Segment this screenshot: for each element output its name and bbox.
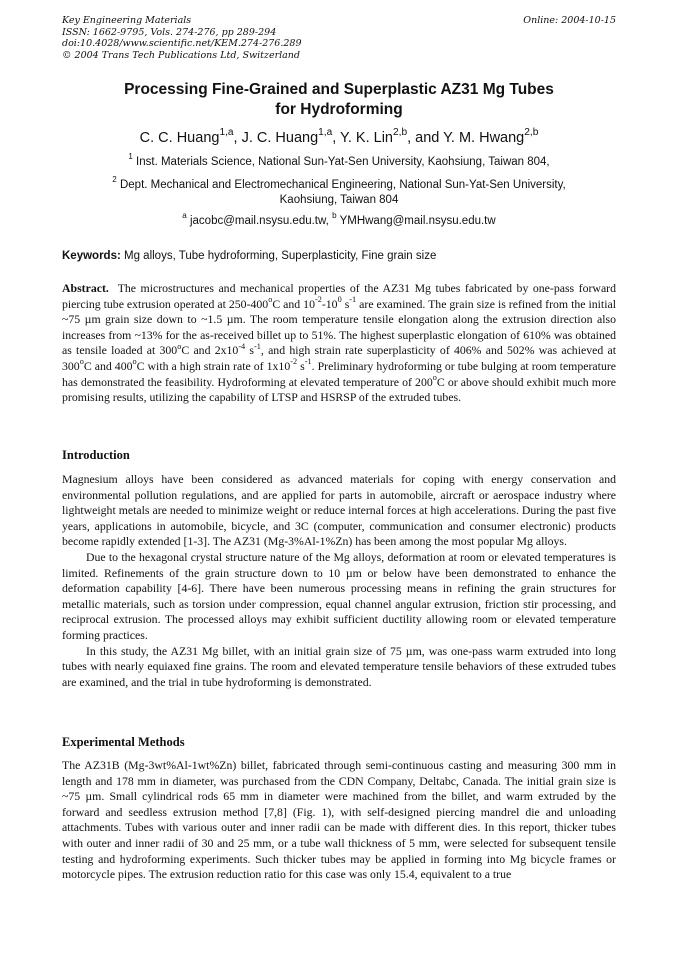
abstract-text: C and 10 xyxy=(272,296,315,311)
abstract-sup: 0 xyxy=(337,294,342,304)
online-date: Online: 2004-10-15 xyxy=(523,15,616,26)
abstract-text: . Preliminary hydroforming or tube bulging at room temperature has demonstrated the feasibility. Hydroforming at elevated temperature of 200 xyxy=(62,358,617,389)
author-separator: , and xyxy=(407,130,444,146)
author-affiliation-mark: 1,a xyxy=(219,127,234,139)
paragraph: In this study, the AZ31 Mg billet, with an initial grain size of 75 µm, was one-pass warm extruded into long tubes with nearly equiaxed fine grains. The room and elevated temperature tensile behaviors of these extruded tubes are examined, and the trial in tube hydroforming is demonstrated. xyxy=(62,643,616,689)
abstract-text: C or above should exhibit much more promising results, utilizing the capability of LTSP and HSRSP of the extruded tubes. xyxy=(62,374,617,405)
abstract-sup: -1 xyxy=(254,341,261,351)
paragraph: The AZ31B (Mg-3wt%Al-1wt%Zn) billet, fabricated through semi-continuous casting and measuring 300 mm in length and 178 mm in diameter, was purchased from the CDN Company, Deltabc, Canada. The initial grain size is ~75 µm. Small cylindrical rods 65 mm in diameter were machined from the billet, and warm extruded by the forward and seedless extrusion method [7,8] (Fig. 1), with self-designed piercing mandrel die and unloading attachments. Tubes with various outer and inner radii can be made with different dies. In this report, thicker tubes with outer and inner radii of 30 and 25 mm, or a tube wall thickness of 5 mm, were selected for subsequent tensile testing and hydroforming experiments. Such thicker tubes may be applied in forming into Mg bicycle frames or motorcycle pipes. The extrusion reduction ratio for this case was only 15.4, equivalent to a true xyxy=(62,758,616,882)
abstract-label: Abstract. xyxy=(62,281,109,295)
affiliation-2 xyxy=(62,175,616,208)
affiliation-1 xyxy=(62,152,616,170)
issn-line: ISSN: 1662-9795, Vols. 274-276, pp 289-294 xyxy=(62,26,277,38)
abstract-text: , and high strain rate superplasticity of 406% and 502% was achieved at 300 xyxy=(62,343,616,373)
author-name: Y. K. Lin xyxy=(340,130,393,146)
email-mark: a xyxy=(182,211,187,221)
title-line-1: Processing Fine-Grained and Superplastic AZ31 Mg Tubes xyxy=(124,81,554,98)
section-heading-experimental-methods: Experimental Methods xyxy=(62,735,185,749)
affiliation-text: Inst. Materials Science, National Sun-Yat-Sen University, Kaohsiung, Taiwan 804, xyxy=(136,156,550,168)
introduction-body xyxy=(62,472,616,690)
experimental-body xyxy=(62,758,616,883)
journal-header xyxy=(62,15,616,61)
author-separator: , xyxy=(332,130,341,146)
abstract-sup: o xyxy=(79,357,84,367)
paper-title xyxy=(62,80,616,120)
email-a: jacobc@mail.nsysu.edu.tw, xyxy=(189,215,329,227)
title-line-2: for Hydroforming xyxy=(275,101,403,118)
keywords xyxy=(62,249,616,264)
abstract-text: The microstructures and mechanical properties of the AZ31 Mg tubes fabricated by one-pass forward piercing tube extrusion operated at 250-400 xyxy=(62,281,617,311)
abstract-text: -10 xyxy=(321,296,338,311)
author-name: C. C. Huang xyxy=(139,130,220,146)
email-line xyxy=(62,211,616,229)
abstract-text: s xyxy=(245,343,255,358)
paragraph: Magnesium alloys have been considered as advanced materials for coping with energy conservation and environmental pollution regulations, and are applied for parts in automobile, aircraft or aerospace industry where lightweight metals are needed to minimize weight or reduce internal forces at high accelerations. During the past five years, applications in automobile, bicycle, and 3C (computer, communication and consumer electronic) products become rapidly extended [1-3]. The AZ31 (Mg-3%Al-1%Zn) has been among the most popular Mg alloys. xyxy=(62,472,616,549)
email-mark: b xyxy=(332,211,337,221)
affiliation-text: Dept. Mechanical and Electromechanical Engineering, National Sun-Yat-Sen University, xyxy=(119,179,566,191)
journal-name: Key Engineering Materials xyxy=(62,15,192,26)
abstract-text: are examined. The grain size is refined from the initial ~75 µm grain size down to ~1.5 µm. The room temperature tensile elongation along the extrusion direction also increases from ~13% for the as-received billet up to 51%. The highest superplastic elongation of 610% was obtained as tensile loaded at 300 xyxy=(62,296,616,358)
abstract-sup: o xyxy=(177,341,182,351)
copyright-line: © 2004 Trans Tech Publications Ltd, Switzerland xyxy=(62,49,301,61)
author-list xyxy=(62,128,616,148)
abstract-text: C with a high strain rate of 1x10 xyxy=(136,358,291,373)
abstract-sup: -4 xyxy=(238,341,246,351)
paragraph: Due to the hexagonal crystal structure nature of the Mg alloys, deformation at room or elevated temperatures is limited. Refinements of the grain structure down to 10 µm or below have been demonstrated to enhance the deformation capability [4-6]. There have been numerous processing means in refining the grain structures for metallic materials, such as torsion under compression, equal channel angular extrusion, friction stir processing, and reciprocal extrusion. The processed alloys may exhibit sufficient ductility allowing room or elevated temperature forming practices. xyxy=(62,549,616,642)
affiliation-mark: 1 xyxy=(128,152,133,162)
abstract-sup: -2 xyxy=(314,294,322,304)
abstract-sup: o xyxy=(132,357,137,367)
keywords-label: Keywords: xyxy=(62,250,121,262)
abstract xyxy=(62,281,616,406)
affiliation-mark: 2 xyxy=(112,175,117,185)
abstract-sup: o xyxy=(268,294,273,304)
abstract-text: C and 400 xyxy=(83,358,133,373)
author-affiliation-mark: 2,b xyxy=(524,127,539,139)
abstract-sup: -1 xyxy=(349,294,357,304)
affiliation-text: Kaohsiung, Taiwan 804 xyxy=(279,194,399,206)
author-name: Y. M. Hwang xyxy=(443,130,525,146)
doi-line: doi:10.4028/www.scientific.net/KEM.274-276.289 xyxy=(62,38,302,49)
abstract-sup: -1 xyxy=(304,357,312,367)
author-affiliation-mark: 2,b xyxy=(393,127,408,139)
email-b: YMHwang@mail.nsysu.edu.tw xyxy=(339,215,496,227)
abstract-text: s xyxy=(341,296,350,311)
abstract-text: C and 2x10 xyxy=(181,343,239,358)
abstract-text: s xyxy=(297,358,305,373)
section-heading-introduction: Introduction xyxy=(62,448,130,462)
author-name: J. C. Huang xyxy=(241,130,319,146)
abstract-sup: o xyxy=(432,372,437,382)
abstract-sup: -2 xyxy=(290,357,298,367)
author-separator: , xyxy=(233,130,242,146)
keywords-text: Mg alloys, Tube hydroforming, Superplasticity, Fine grain size xyxy=(124,250,437,262)
author-affiliation-mark: 1,a xyxy=(318,127,333,139)
